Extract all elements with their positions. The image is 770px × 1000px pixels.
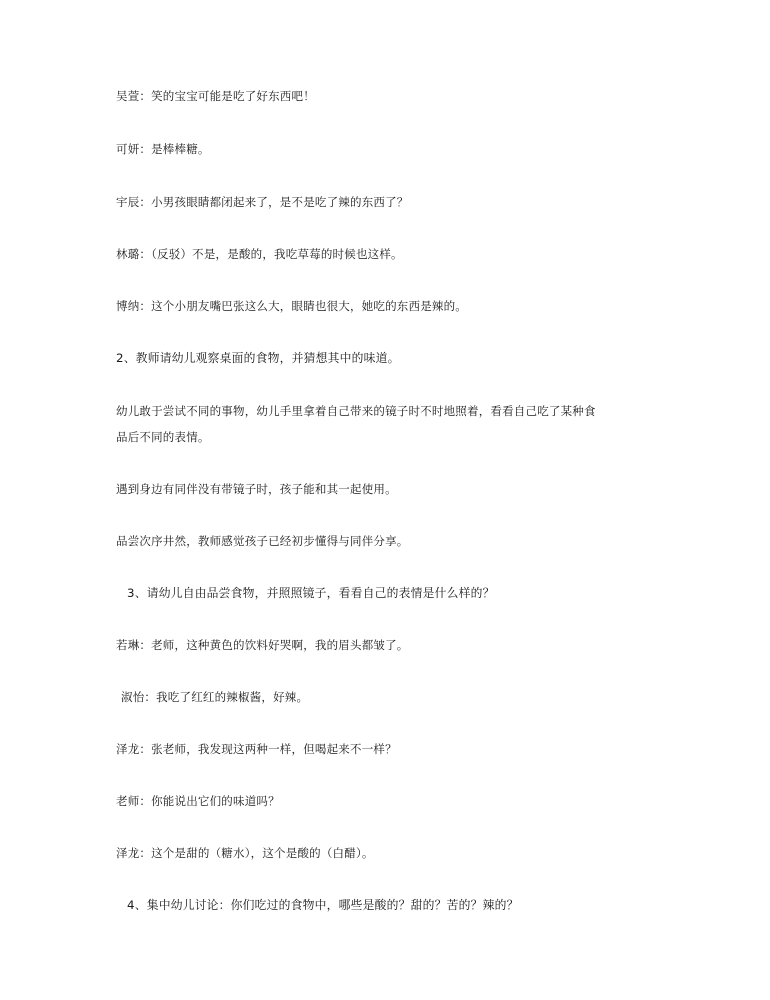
- step-4-heading: 4、集中幼儿讨论：你们吃过的食物中，哪些是酸的？甜的？苦的？辣的？: [127, 898, 519, 912]
- observation-sharing-mirror: 遇到身边有同伴没有带镜子时，孩子能和其一起使用。: [116, 482, 397, 496]
- dialogue-keyan: 可妍：是棒棒糖。: [116, 142, 210, 156]
- step-2-heading: 2、教师请幼儿观察桌面的食物，并猜想其中的味道。: [116, 351, 400, 365]
- dialogue-teacher: 老师：你能说出它们的味道吗？: [116, 794, 280, 808]
- observation-paragraph-line-1: 幼儿敢于尝试不同的事物，幼儿手里拿着自己带来的镜子时不时地照着，看看自己吃了某种食: [116, 404, 596, 418]
- observation-tasting-order: 品尝次序井然，教师感觉孩子已经初步懂得与同伴分享。: [116, 534, 409, 548]
- dialogue-wuxuan: 吴萱：笑的宝宝可能是吃了好东西吧！: [116, 89, 315, 103]
- dialogue-zelong-1: 泽龙：张老师，我发现这两种一样，但喝起来不一样？: [116, 742, 397, 756]
- dialogue-zelong-2: 泽龙：这个是甜的（糖水），这个是酸的（白醋）。: [116, 846, 374, 860]
- dialogue-shuyi: 淑怡：我吃了红红的辣椒酱，好辣。: [121, 690, 309, 704]
- dialogue-yuchen: 宇辰：小男孩眼睛都闭起来了，是不是吃了辣的东西了？: [116, 195, 409, 209]
- dialogue-ruolin: 若琳：老师，这种黄色的饮料好哭啊，我的眉头都皱了。: [116, 638, 409, 652]
- observation-paragraph-line-2: 品后不同的表情。: [116, 430, 210, 444]
- step-3-heading: 3、请幼儿自由品尝食物，并照照镜子，看看自己的表情是什么样的？: [127, 586, 495, 600]
- dialogue-linlu: 林璐：（反驳）不是，是酸的，我吃草莓的时候也这样。: [116, 247, 403, 261]
- dialogue-bona: 博纳：这个小朋友嘴巴张这么大，眼睛也很大，她吃的东西是辣的。: [116, 299, 467, 313]
